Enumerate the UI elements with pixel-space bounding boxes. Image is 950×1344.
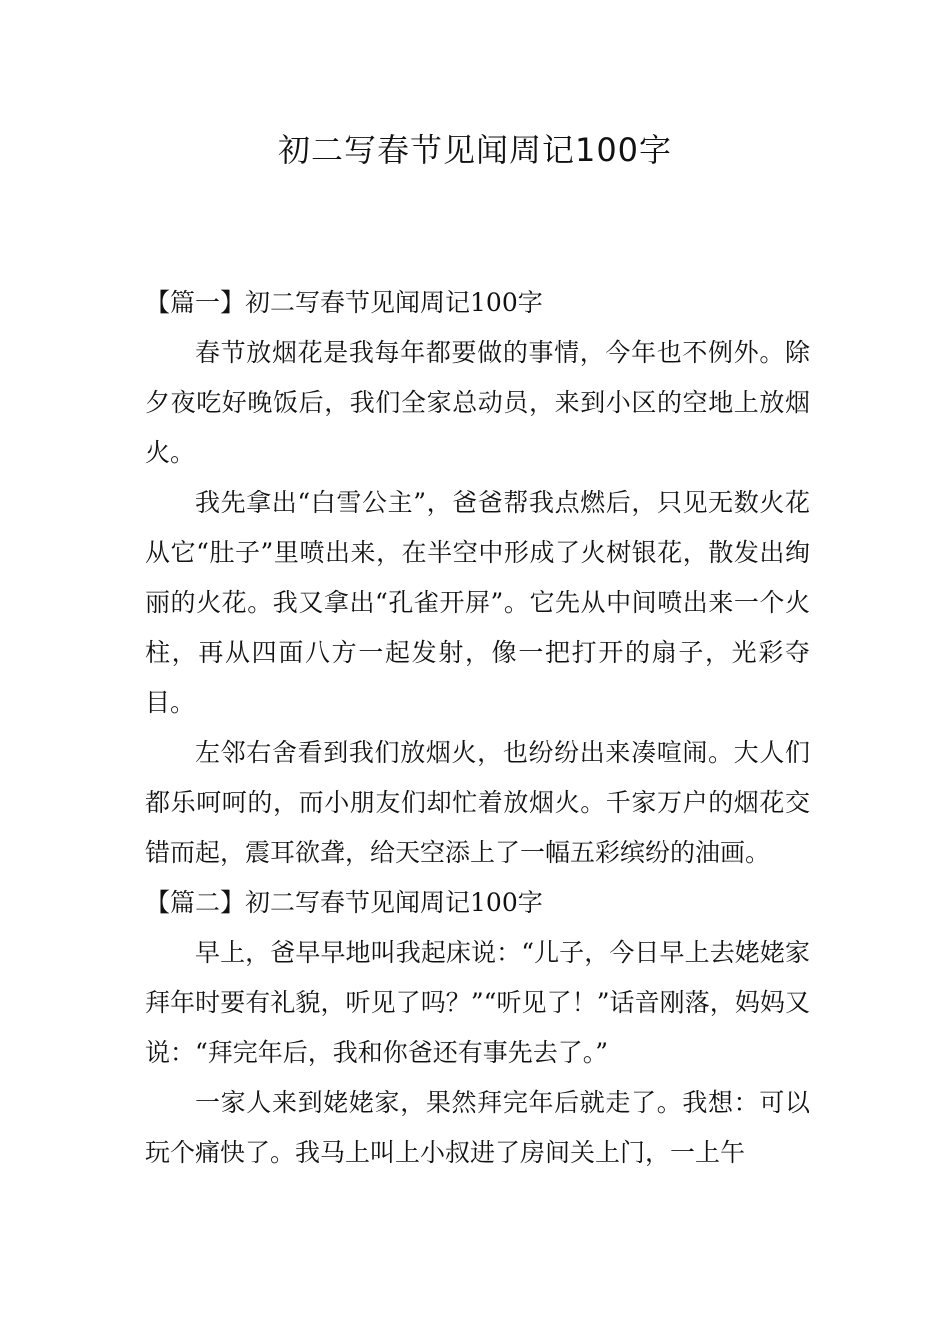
paragraph: 一家人来到姥姥家，果然拜完年后就走了。我想：可以玩个痛快了。我马上叫上小叔进了房间关上门，一上午 [145, 1088, 810, 1167]
paragraph: 左邻右舍看到我们放烟火，也纷纷出来凑喧闹。大人们都乐呵呵的，而小朋友们却忙着放烟火。千家万户的烟花交错而起，震耳欲聋，给天空添上了一幅五彩缤纷的油画。 [145, 738, 810, 867]
document-title: 初二写春节见闻周记100字 [277, 131, 673, 169]
paragraph: 我先拿出“白雪公主”，爸爸帮我点燃后，只见无数火花从它“肚子”里喷出来，在半空中形成了火树银花，散发出绚丽的火花。我又拿出“孔雀开屏”。它先从中间喷出来一个火柱，再从四面八方一起发射，像一把打开的扇子，光彩夺目。 [145, 488, 810, 717]
section-heading: 【篇一】初二写春节见闻周记100字 [145, 288, 543, 317]
section-2 [145, 878, 810, 1178]
section-1 [145, 278, 810, 878]
paragraph: 春节放烟花是我每年都要做的事情，今年也不例外。除夕夜吃好晚饭后，我们全家总动员，来到小区的空地上放烟火。 [145, 338, 810, 467]
paragraph: 早上，爸早早地叫我起床说：“儿子，今日早上去姥姥家拜年时要有礼貌，听见了吗？”“听见了！”话音刚落，妈妈又说：“拜完年后，我和你爸还有事先去了。” [145, 938, 810, 1067]
section-heading: 【篇二】初二写春节见闻周记100字 [145, 888, 543, 917]
document-body [145, 278, 810, 1178]
